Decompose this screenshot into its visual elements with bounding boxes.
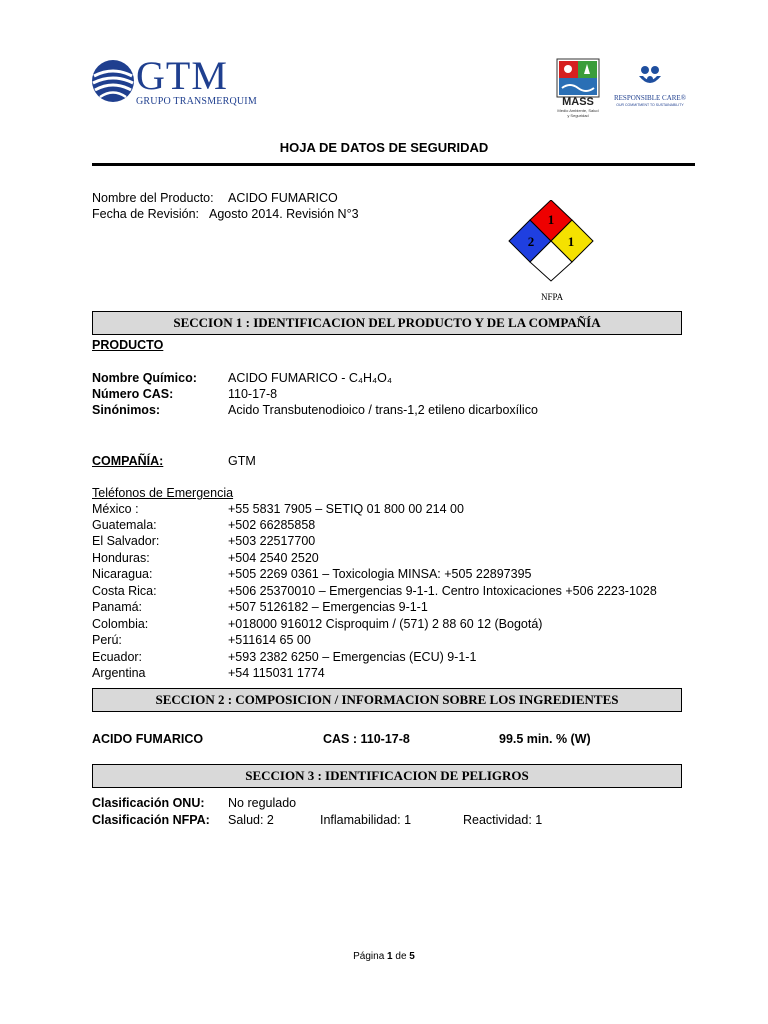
synonyms-label: Sinónimos: xyxy=(92,403,161,417)
svg-text:1: 1 xyxy=(547,212,555,227)
page-number xyxy=(0,951,768,962)
phone-country: Perú: xyxy=(92,633,122,647)
gtm-logo-text: GTM xyxy=(136,53,228,98)
cas-number-value: 110-17-8 xyxy=(228,387,278,401)
svg-text:2: 2 xyxy=(527,234,535,249)
phone-number: +503 22517700 xyxy=(228,534,316,548)
phone-number: +54 115031 1774 xyxy=(228,666,325,680)
chemical-name-value: ACIDO FUMARICO - C₄H₄O₄ xyxy=(228,371,392,385)
phone-country: Honduras: xyxy=(92,551,150,565)
product-name-value: ACIDO FUMARICO xyxy=(228,191,338,205)
section-1-header: SECCION 1 : IDENTIFICACION DEL PRODUCTO Y DE LA COMPAÑÍA xyxy=(92,311,682,335)
revision-label: Fecha de Revisión: xyxy=(92,207,200,221)
mass-emblem-icon xyxy=(556,58,600,98)
phone-country: Guatemala: xyxy=(92,518,157,532)
page-of: de xyxy=(395,951,407,962)
phone-number: +018000 916012 Cisproquim / (571) 2 88 60 12 (Bogotá) xyxy=(228,617,543,631)
company-value: GTM xyxy=(228,454,256,468)
phone-country: Ecuador: xyxy=(92,650,143,664)
section-2-header: SECCION 2 : COMPOSICION / INFORMACION SOBRE LOS INGREDIENTES xyxy=(92,688,682,712)
responsible-care-logo xyxy=(604,48,696,126)
onu-classification-label: Clasificación ONU: xyxy=(92,796,205,810)
phone-country: El Salvador: xyxy=(92,534,160,548)
onu-classification-value: No regulado xyxy=(228,796,297,810)
emergency-phones-heading: Teléfonos de Emergencia xyxy=(92,486,234,500)
section-3-header: SECCION 3 : IDENTIFICACION DE PELIGROS xyxy=(92,764,682,788)
page-total: 5 xyxy=(409,951,415,962)
mass-logo xyxy=(556,58,600,116)
phone-number: +505 2269 0361 – Toxicologia MINSA: +505 22897395 xyxy=(228,567,532,581)
phone-number: +504 2540 2520 xyxy=(228,551,319,565)
phone-number: +507 5126182 – Emergencias 9-1-1 xyxy=(228,600,428,614)
producto-heading: PRODUCTO xyxy=(92,338,164,352)
svg-text:1: 1 xyxy=(567,234,575,249)
phone-country: Argentina xyxy=(92,666,146,680)
ingredient-name: ACIDO FUMARICO xyxy=(92,732,204,746)
page-word: Página xyxy=(353,951,385,962)
phone-number: +502 66285858 xyxy=(228,518,316,532)
nfpa-health-rating: Salud: 2 xyxy=(228,813,274,827)
phone-country: Colombia: xyxy=(92,617,149,631)
nfpa-flammability-rating: Inflamabilidad: 1 xyxy=(320,813,412,827)
revision-value: Agosto 2014. Revisión N°3 xyxy=(209,207,359,221)
company-label: COMPAÑÍA: xyxy=(92,454,164,468)
mass-logo-subtitle: Medio Ambiente, Salud y Seguridad xyxy=(557,108,599,118)
nfpa-reactivity-rating: Reactividad: 1 xyxy=(463,813,543,827)
phone-country: Panamá: xyxy=(92,600,143,614)
title-divider xyxy=(92,163,695,166)
globe-icon xyxy=(90,58,136,104)
nfpa-classification-label: Clasificación NFPA: xyxy=(92,813,210,827)
phone-number: +506 25370010 – Emergencias 9-1-1. Centro Intoxicaciones +506 2223-1028 xyxy=(228,584,657,598)
mass-logo-text: MASS xyxy=(562,96,594,108)
phone-country: Nicaragua: xyxy=(92,567,153,581)
phone-country: México : xyxy=(92,502,139,516)
gtm-logo-subtitle: GRUPO TRANSMERQUIM xyxy=(136,96,257,107)
chemical-name-label: Nombre Químico: xyxy=(92,371,197,385)
ingredient-cas: CAS : 110-17-8 xyxy=(323,732,410,746)
phone-number: +593 2382 6250 – Emergencias (ECU) 9-1-1 xyxy=(228,650,477,664)
nfpa-label: NFPA xyxy=(541,292,564,302)
responsible-care-subtitle: OUR COMMITMENT TO SUSTAINABILITY xyxy=(616,103,684,107)
ingredient-concentration: 99.5 min. % (W) xyxy=(499,732,591,746)
product-name-label: Nombre del Producto: xyxy=(92,191,214,205)
synonyms-value: Acido Transbutenodioico / trans-1,2 etileno dicarboxílico xyxy=(228,403,538,417)
responsible-care-icon xyxy=(635,62,665,92)
gtm-logo xyxy=(90,52,260,116)
document-title: HOJA DE DATOS DE SEGURIDAD xyxy=(279,140,489,155)
phone-country: Costa Rica: xyxy=(92,584,157,598)
phone-number: +511614 65 00 xyxy=(228,633,311,647)
nfpa-diamond xyxy=(507,200,595,282)
phone-number: +55 5831 7905 – SETIQ 01 800 00 214 00 xyxy=(228,502,464,516)
page-current: 1 xyxy=(387,951,393,962)
responsible-care-text: RESPONSIBLE CARE® xyxy=(613,94,687,102)
cas-number-label: Número CAS: xyxy=(92,387,174,401)
